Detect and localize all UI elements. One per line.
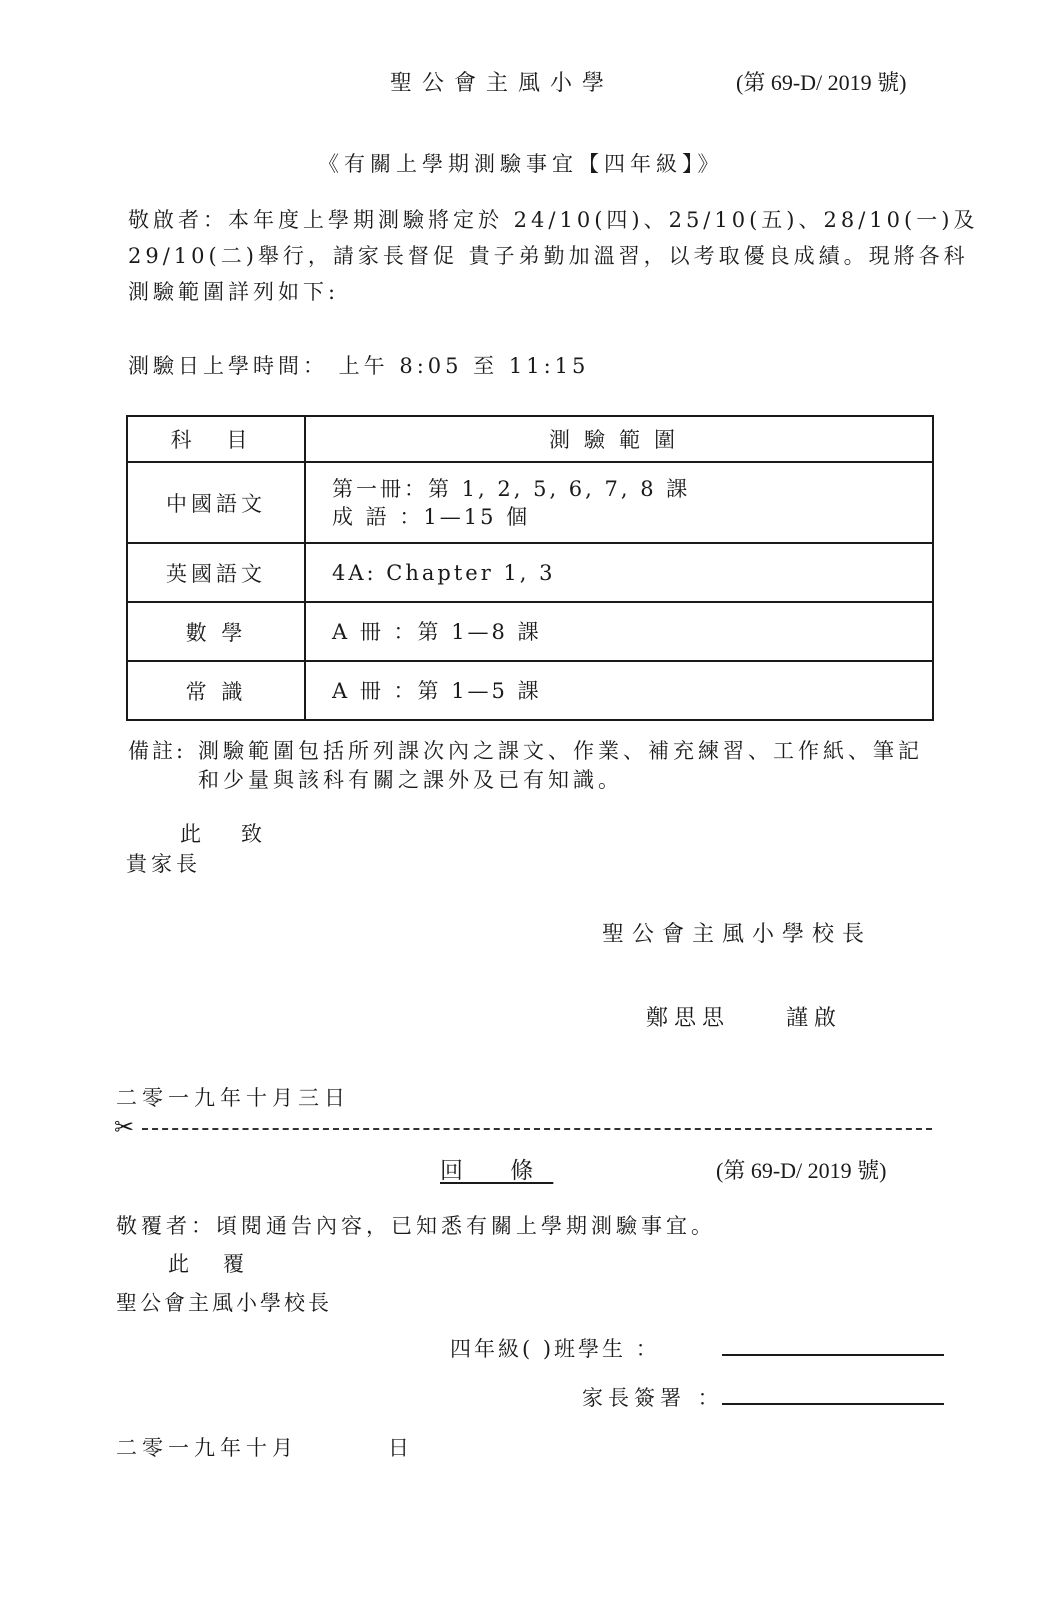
remark-line-1: 測驗範圍包括所列課次內之課文、作業、補充練習、工作紙、筆記 — [198, 739, 923, 763]
exam-time: 測驗日上學時間： 上午 8:05 至 11:15 — [128, 354, 590, 378]
table-row — [127, 462, 933, 543]
remark-line-2: 和少量與該科有關之課外及已有知識。 — [198, 768, 623, 792]
scope-line: 成 語 ：1—15 個 — [332, 504, 531, 529]
syllabus-table — [126, 415, 934, 721]
scope-line: 第一冊：第 1, 2, 5, 6, 7, 8 課 — [332, 476, 691, 501]
cut-line — [142, 1128, 932, 1130]
notice-number: (第 69-D/ 2019 號) — [736, 70, 907, 95]
subject-cell: 數 學 — [127, 602, 305, 661]
table-row — [127, 543, 933, 602]
scope-cell: 4A: Chapter 1, 3 — [305, 543, 933, 602]
table-row — [127, 602, 933, 661]
intro-line-2: 29/10(二)舉行，請家長督促 貴子弟勤加溫習，以考取優良成績。現將各科 — [128, 244, 969, 268]
scope-cell — [305, 462, 933, 543]
subject-cell: 中國語文 — [127, 462, 305, 543]
intro-line-1: 敬啟者：本年度上學期測驗將定於 24/10(四)、25/10(五)、28/10(一)及 — [128, 208, 979, 232]
closing-word-1: 此 — [180, 822, 201, 846]
reply-date-day: 日 — [388, 1436, 409, 1460]
reply-body: 敬覆者：頃閱通告內容，已知悉有關上學期測驗事宜。 — [116, 1214, 716, 1238]
recipient: 貴家長 — [126, 852, 201, 876]
table-header-row — [127, 416, 933, 462]
notice-title: 《有關上學期測驗事宜【四年級】》 — [318, 152, 724, 176]
subject-cell: 常 識 — [127, 661, 305, 720]
reply-recipient: 聖公會主風小學校長 — [116, 1291, 332, 1315]
reply-notice-number: (第 69-D/ 2019 號) — [716, 1158, 887, 1183]
student-signature-line[interactable] — [722, 1354, 944, 1356]
parent-signature-line[interactable] — [722, 1403, 944, 1405]
school-name: 聖公會主風小學 — [390, 71, 615, 96]
respect-closing: 謹啟 — [786, 1006, 843, 1031]
student-label: 四年級( )班學生 ： — [450, 1337, 660, 1361]
scissors-icon: ✂ — [114, 1113, 135, 1141]
issue-date: 二零一九年十月三日 — [116, 1086, 350, 1110]
principal-title: 聖公會主風小學校長 — [602, 922, 873, 947]
reply-closing-word-2: 覆 — [223, 1252, 244, 1276]
table-row — [127, 661, 933, 720]
closing-line — [180, 818, 302, 848]
principal-name: 鄭思思 — [646, 1006, 731, 1031]
reply-closing-word-1: 此 — [168, 1252, 189, 1276]
header-scope: 測驗範圍 — [305, 416, 933, 462]
scope-cell: A 冊 ：第 1—8 課 — [305, 602, 933, 661]
reply-closing — [168, 1248, 278, 1278]
parent-signature-label: 家長簽署 ： — [582, 1386, 724, 1410]
reply-slip-title: 回 條 — [440, 1158, 554, 1184]
closing-word-2: 致 — [241, 822, 262, 846]
scope-cell: A 冊 ：第 1—5 課 — [305, 661, 933, 720]
remark-label: 備註: — [128, 739, 187, 763]
intro-line-3: 測驗範圍詳列如下: — [128, 280, 340, 304]
reply-date: 二零一九年十月 — [116, 1436, 298, 1460]
subject-cell: 英國語文 — [127, 543, 305, 602]
header-subject: 科 目 — [127, 416, 305, 462]
